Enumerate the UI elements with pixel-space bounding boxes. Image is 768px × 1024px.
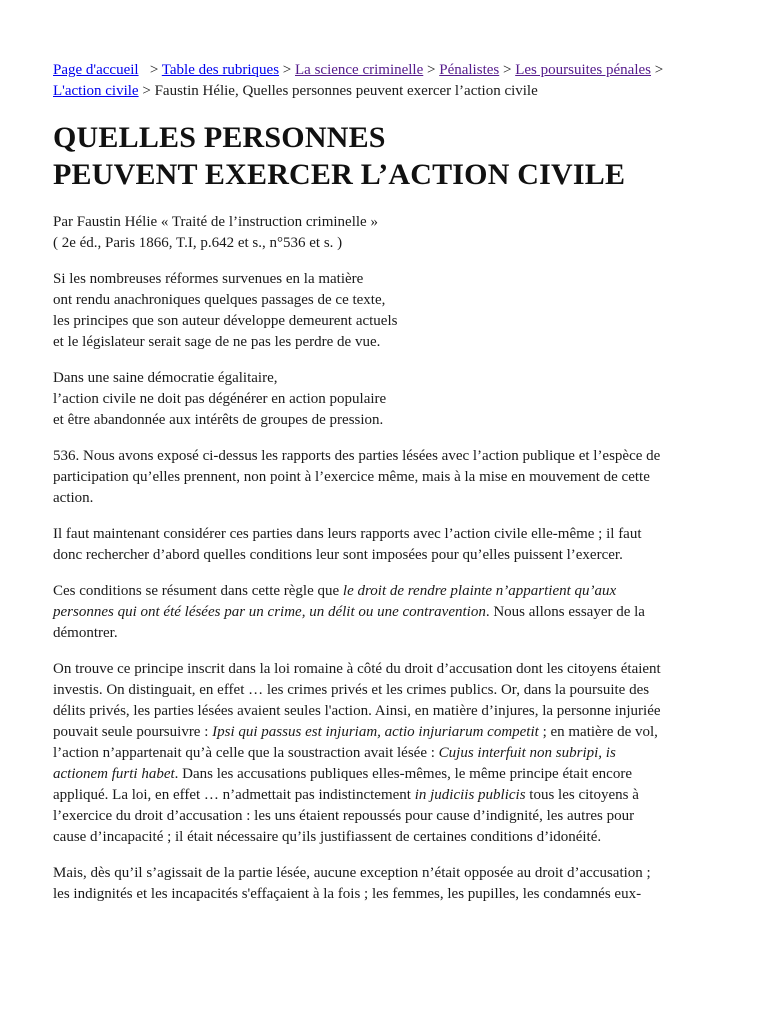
breadcrumb-separator: > — [502, 62, 512, 78]
breadcrumb-separator: > — [282, 62, 292, 78]
text-line: On trouve ce principe inscrit dans la loi romaine à côté du droit d’accusation dont les citoyens étaient — [53, 661, 661, 677]
latin-quote: actionem furti habet — [53, 766, 175, 782]
text-line — [53, 602, 718, 623]
text-line: action. — [53, 490, 94, 506]
page-title-line: PEUVENT EXERCER L’ACTION CIVILE — [53, 158, 626, 191]
text-run: pouvait seule poursuivre : — [53, 724, 213, 740]
text-line: les principes que son auteur développe demeurent actuels — [53, 313, 398, 329]
text-line: l’exercice du droit d’accusation : les uns étaient repoussés pour cause d’indignité, les autres pour — [53, 808, 635, 824]
byline — [53, 212, 718, 254]
text-run: . Dans les accusations publiques elles-mêmes, le même principe était encore — [174, 766, 632, 782]
body-paragraph — [53, 659, 718, 848]
text-line: 536. Nous avons exposé ci-dessus les rapports des parties lésées avec l’action publique et l’espèce de — [53, 448, 661, 464]
text-run: l’action n’appartenait qu’à celle que la soustraction avait lésée : — [53, 745, 439, 761]
breadcrumb-link-home[interactable]: Page d'accueil — [53, 62, 139, 78]
byline-line: Par Faustin Hélie « Traité de l’instruction criminelle » — [53, 214, 378, 230]
breadcrumb-link-rubriques[interactable]: Table des rubriques — [161, 62, 280, 78]
text-run: . Nous allons essayer de la — [485, 604, 645, 620]
text-line: les indignités et les incapacités s'effaçaient à la fois ; les femmes, les pupilles, les condamnés eux- — [53, 886, 642, 902]
text-run: Ces conditions se résument dans cette règle que — [53, 583, 343, 599]
body-paragraph — [53, 446, 718, 509]
breadcrumb-link-science-criminelle[interactable]: La science criminelle — [295, 62, 424, 78]
text-line: l’action civile ne doit pas dégénérer en action populaire — [53, 391, 387, 407]
text-line: ont rendu anachroniques quelques passages de ce texte, — [53, 292, 386, 308]
text-run: appliqué. La loi, en effet … n’admettait pas indistinctement — [53, 787, 415, 803]
intro-paragraph — [53, 368, 718, 431]
breadcrumb — [53, 60, 693, 102]
text-run: tous les citoyens à — [525, 787, 639, 803]
breadcrumb-separator: > — [149, 62, 159, 78]
breadcrumb-separator: > — [427, 62, 436, 78]
italic-quote: personnes qui ont été lésées par un crime, un délit ou une contravention — [53, 604, 486, 620]
italic-quote: le droit de rendre plainte n’appartient qu’aux — [342, 583, 617, 599]
latin-quote: in judiciis publicis — [414, 787, 526, 803]
text-line: Dans une saine démocratie égalitaire, — [53, 370, 278, 386]
intro-paragraph — [53, 269, 718, 353]
breadcrumb-link-penalistes[interactable]: Pénalistes — [439, 62, 500, 78]
text-line: Si les nombreuses réformes survenues en la matière — [53, 271, 364, 287]
text-line — [53, 722, 718, 743]
text-line — [53, 743, 718, 764]
breadcrumb-separator: > — [654, 62, 664, 78]
latin-quote: Ipsi qui passus est injuriam, actio injuriarum competit — [212, 724, 539, 740]
text-line: délits privés, les parties lésées avaient seules l'action. Ainsi, en matière d’injures, la personne injuriée — [53, 703, 661, 719]
text-line: Il faut maintenant considérer ces parties dans leurs rapports avec l’action civile elle-même ; il faut — [53, 526, 642, 542]
body-paragraph — [53, 524, 718, 566]
text-line — [53, 764, 718, 785]
breadcrumb-separator: > — [142, 83, 151, 99]
text-line: investis. On distinguait, en effet … les crimes privés et les crimes publics. Or, dans la poursuite des — [53, 682, 650, 698]
breadcrumb-link-poursuites-penales[interactable]: Les poursuites pénales — [515, 62, 652, 78]
page-title — [53, 119, 718, 193]
breadcrumb-current-page: Faustin Hélie, Quelles personnes peuvent exercer l’action civile — [154, 83, 538, 99]
byline-line: ( 2e éd., Paris 1866, T.I, p.642 et s., n°536 et s. ) — [53, 235, 343, 251]
body-paragraph — [53, 581, 718, 644]
text-line — [53, 581, 718, 602]
text-run: ; en matière de vol, — [538, 724, 658, 740]
text-line: Mais, dès qu’il s’agissait de la partie lésée, aucune exception n’était opposée au droit d’accusation ; — [53, 865, 651, 881]
text-line: participation qu’elles prennent, non point à l’exercice même, mais à la mise en mouvement de cette — [53, 469, 650, 485]
breadcrumb-link-action-civile[interactable]: L'action civile — [53, 83, 139, 99]
latin-quote: Cujus interfuit non subripi, is — [438, 745, 616, 761]
text-line: et le législateur serait sage de ne pas les perdre de vue. — [53, 334, 381, 350]
text-line: et être abandonnée aux intérêts de groupes de pression. — [53, 412, 384, 428]
body-paragraph — [53, 863, 718, 905]
text-line — [53, 785, 718, 806]
page-title-line: QUELLES PERSONNES — [53, 121, 386, 154]
text-line: démontrer. — [53, 625, 118, 641]
text-line: donc rechercher d’abord quelles conditions leur sont imposées pour qu’elles puissent l’exercer. — [53, 547, 623, 563]
text-line: cause d’incapacité ; il était nécessaire qu’ils justifiassent de certaines conditions d’idonéité. — [53, 829, 602, 845]
